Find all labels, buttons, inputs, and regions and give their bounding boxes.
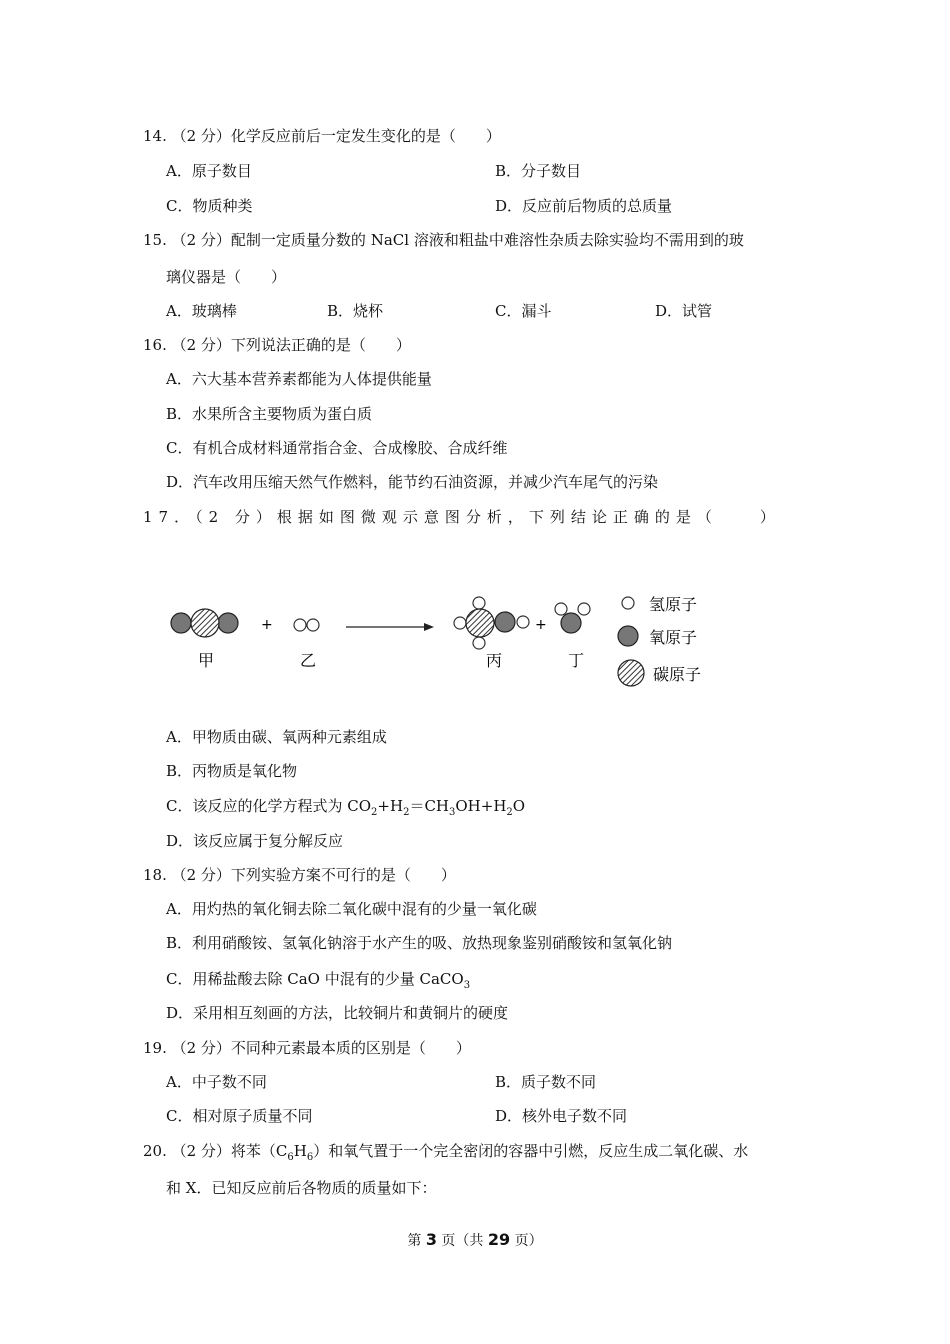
current-page-number: 3 [425,1230,437,1249]
question-15-stem-cont: 璃仪器是（ ） [166,268,287,286]
q15-option-d: D．试管 [655,302,713,320]
question-19-stem: 19. （2 分）不同种元素最本质的区别是（ ） [143,1039,471,1057]
q14-option-b: B．分子数目 [495,162,582,180]
q16-option-a: A．六大基本营养素都能为人体提供能量 [166,370,432,388]
q19-option-b: B．质子数不同 [495,1073,597,1091]
molecule-yi [294,619,319,631]
diagram-legend [618,595,701,686]
total-page-count: 29 [487,1230,511,1249]
question-20-stem: 20. （2 分）将苯$(C_6H_6)$和氧气置于一个完全密闭的容器中引燃，反应生成二氧化碳、水 [143,1142,749,1163]
q19-option-a: A．中子数不同 [166,1073,267,1091]
q18-option-c: C．用稀盐酸去除 CaO 中混有的少量 CaCO$_3$ [166,970,471,991]
question-20-stem-cont: 和 X．已知反应前后各物质的质量如下： [166,1179,437,1197]
question-15-stem: 15. （2 分）配制一定质量分数的 NaCl 溶液和粗盐中难溶性杂质去除实验均不需用到的玻 [143,231,744,249]
label-jia: 甲 [198,651,215,670]
q19-option-d: D．核外电子数不同 [495,1107,628,1125]
q18-option-a: A．用灼热的氧化铜去除二氧化碳中混有的少量一氧化碳 [166,900,537,918]
q19-option-c: C．相对原子质量不同 [166,1107,313,1125]
reaction-diagram [160,585,720,695]
q18-option-b: B．利用硝酸铵、氢氧化钠溶于水产生的吸、放热现象鉴别硝酸铵和氢氧化钠 [166,934,673,952]
q14-option-a: A．原子数目 [166,162,252,180]
plus-sign-2: + [535,617,547,633]
molecule-ding [555,603,590,633]
question-14-stem: 14. （2 分）化学反应前后一定发生变化的是（ ） [143,127,501,145]
q17-option-a: A．甲物质由碳、氧两种元素组成 [166,728,387,746]
q16-option-d: D．汽车改用压缩天然气作燃料，能节约石油资源，并减少汽车尾气的污染 [166,473,659,491]
legend-carbon: 碳原子 [653,665,702,684]
question-17-stem: 17．（2 分）根据如图微观示意图分析，下列结论正确的是（ ） [143,508,781,526]
q15-option-c: C．漏斗 [495,302,552,320]
legend-hydrogen: 氢原子 [649,595,698,614]
q14-option-d: D．反应前后物质的总质量 [495,197,673,215]
q18-option-d: D．采用相互刻画的方法，比较铜片和黄铜片的硬度 [166,1004,509,1022]
label-ding: 丁 [568,651,585,670]
molecule-bing [454,597,529,649]
plus-sign-1: + [261,617,273,633]
q14-option-c: C．物质种类 [166,197,253,215]
label-yi: 乙 [300,651,317,670]
page-footer: 第 3 页（共 29 页） [407,1230,543,1249]
q17-option-d: D．该反应属于复分解反应 [166,832,344,850]
q17-option-c: C．该反应的化学方程式为 $CO_2+H_2=CH_3OH+H_2O$ [166,797,526,818]
q15-option-a: A．玻璃棒 [166,302,237,320]
q16-option-c: C．有机合成材料通常指合金、合成橡胶、合成纤维 [166,439,508,457]
label-bing: 丙 [486,651,503,670]
legend-oxygen: 氧原子 [649,628,698,647]
question-18-stem: 18. （2 分）下列实验方案不可行的是（ ） [143,866,456,884]
question-16-stem: 16. （2 分）下列说法正确的是（ ） [143,336,411,354]
q15-option-b: B．烧杯 [327,302,384,320]
reaction-arrow [346,623,434,631]
q16-option-b: B．水果所含主要物质为蛋白质 [166,405,373,423]
molecule-jia [171,609,238,637]
q17-option-b: B．丙物质是氧化物 [166,762,298,780]
